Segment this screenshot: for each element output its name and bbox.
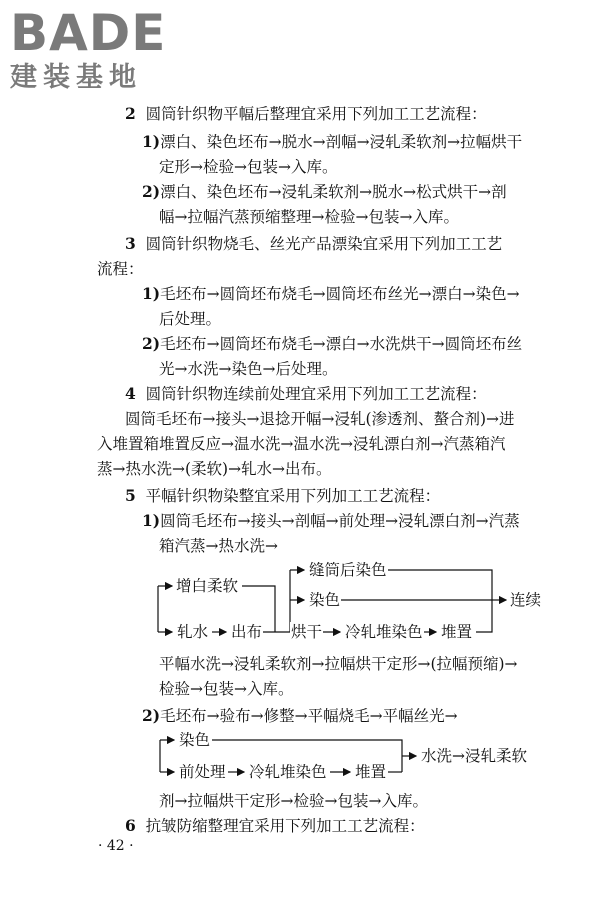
item-3-sub-1-cont: 后处理。 xyxy=(159,310,222,328)
item-title: 圆筒针织物连续前处理宜采用下列加工工艺流程： xyxy=(145,385,487,403)
item-5-sub-1 xyxy=(142,510,520,532)
item-title: 平幅针织物染整宜采用下列加工工艺流程： xyxy=(145,487,441,505)
node-pretreatment: 前处理 xyxy=(179,763,226,781)
item-2-sub-2 xyxy=(142,181,507,203)
item-5-sub-1-cont: 箱汽蒸→热水洗→ xyxy=(159,537,278,555)
node-squeeze: 轧水 xyxy=(177,623,209,641)
item-3-heading-cont: 流程： xyxy=(97,260,144,278)
item-4-heading xyxy=(125,383,487,405)
node-seam-dyeing: 缝筒后染色 xyxy=(309,561,387,579)
node-dyeing-2: 染色 xyxy=(179,731,211,749)
node-dyeing: 染色 xyxy=(309,591,341,609)
sub-text: 圆筒毛坯布→接头→剖幅→前处理→浸轧漂白剂→汽蒸 xyxy=(160,512,520,530)
item-2-sub-1 xyxy=(142,131,522,153)
sub-number: 1) xyxy=(142,284,161,303)
item-2-heading xyxy=(125,103,487,125)
item-number: 3 xyxy=(125,234,136,253)
sub-number: 1) xyxy=(142,511,161,530)
page-number: · 42 · xyxy=(98,838,134,854)
branch-line xyxy=(476,600,492,632)
branch-line xyxy=(388,570,492,600)
item-5-heading xyxy=(125,485,440,507)
node-cloth-out: 出布 xyxy=(231,623,263,641)
item-4-line-2: 入堆置箱堆置反应→温水洗→温水洗→浸轧漂白剂→汽蒸箱汽 xyxy=(97,435,506,453)
node-wash-soften: 水洗→浸轧柔软 xyxy=(421,747,527,765)
node-continuous: 连续 xyxy=(510,591,542,609)
logo-subtitle: 建装基地 xyxy=(10,62,142,93)
sub-text: 毛坯布→验布→修整→平幅烧毛→平幅丝光→ xyxy=(160,707,458,725)
item-number: 2 xyxy=(125,104,136,123)
sub-text: 毛坯布→圆筒坯布烧毛→圆筒坯布丝光→漂白→染色→ xyxy=(160,285,520,303)
item-5-sub-2 xyxy=(142,705,458,727)
node-whitening-softening: 增白柔软 xyxy=(176,577,239,595)
item-5-sub-1-line-3: 平幅水洗→浸轧柔软剂→拉幅烘干定形→(拉幅预缩)→ xyxy=(159,655,518,673)
node-cold-pad-batch: 冷轧堆染色 xyxy=(345,623,423,641)
bade-logo xyxy=(10,4,185,94)
item-6-heading xyxy=(125,815,425,837)
item-title: 抗皱防缩整理宜采用下列加工工艺流程： xyxy=(145,817,425,835)
item-3-sub-2 xyxy=(142,333,522,355)
item-title: 圆筒针织物平幅后整理宜采用下列加工工艺流程： xyxy=(145,105,487,123)
sub-number: 2) xyxy=(142,182,161,201)
item-3-sub-1 xyxy=(142,283,520,305)
sub-number: 2) xyxy=(142,334,161,353)
item-4-line-3: 蒸→热水洗→(柔软)→轧水→出布。 xyxy=(97,460,332,478)
node-cold-pad-batch-2: 冷轧堆染色 xyxy=(249,763,327,781)
sub-text: 漂白、染色坯布→浸轧柔软剂→脱水→松式烘干→剖 xyxy=(160,183,507,201)
item-5-sub-2-cont: 剂→拉幅烘干定形→检验→包装→入库。 xyxy=(159,792,428,810)
sub-text: 漂白、染色坯布→脱水→剖幅→浸轧柔软剂→拉幅烘干 xyxy=(160,133,523,151)
sub-text: 毛坯布→圆筒坯布烧毛→漂白→水洗烘干→圆筒坯布丝 xyxy=(160,335,523,353)
node-batching: 堆置 xyxy=(441,623,473,641)
item-number: 6 xyxy=(125,816,136,835)
item-number: 5 xyxy=(125,486,136,505)
sub-number: 2) xyxy=(142,706,161,725)
sub-number: 1) xyxy=(142,132,161,151)
item-3-heading xyxy=(125,233,502,255)
item-2-sub-1-cont: 定形→检验→包装→入库。 xyxy=(159,158,338,176)
item-4-line-1: 圆筒毛坯布→接头→退捻开幅→浸轧(渗透剂、螯合剂)→进 xyxy=(125,410,515,428)
item-3-sub-2-cont: 光→水洗→染色→后处理。 xyxy=(159,360,338,378)
logo-wordmark: BADE xyxy=(10,4,167,62)
item-number: 4 xyxy=(125,384,136,403)
item-title: 圆筒针织物烧毛、丝光产品漂染宜采用下列加工工艺 xyxy=(145,235,503,253)
node-drying: 烘干 xyxy=(291,623,323,641)
item-2-sub-2-cont: 幅→拉幅汽蒸预缩整理→检验→包装→入库。 xyxy=(159,208,459,226)
node-batching-2: 堆置 xyxy=(355,763,387,781)
item-5-sub-1-line-4: 检验→包装→入库。 xyxy=(159,680,294,698)
